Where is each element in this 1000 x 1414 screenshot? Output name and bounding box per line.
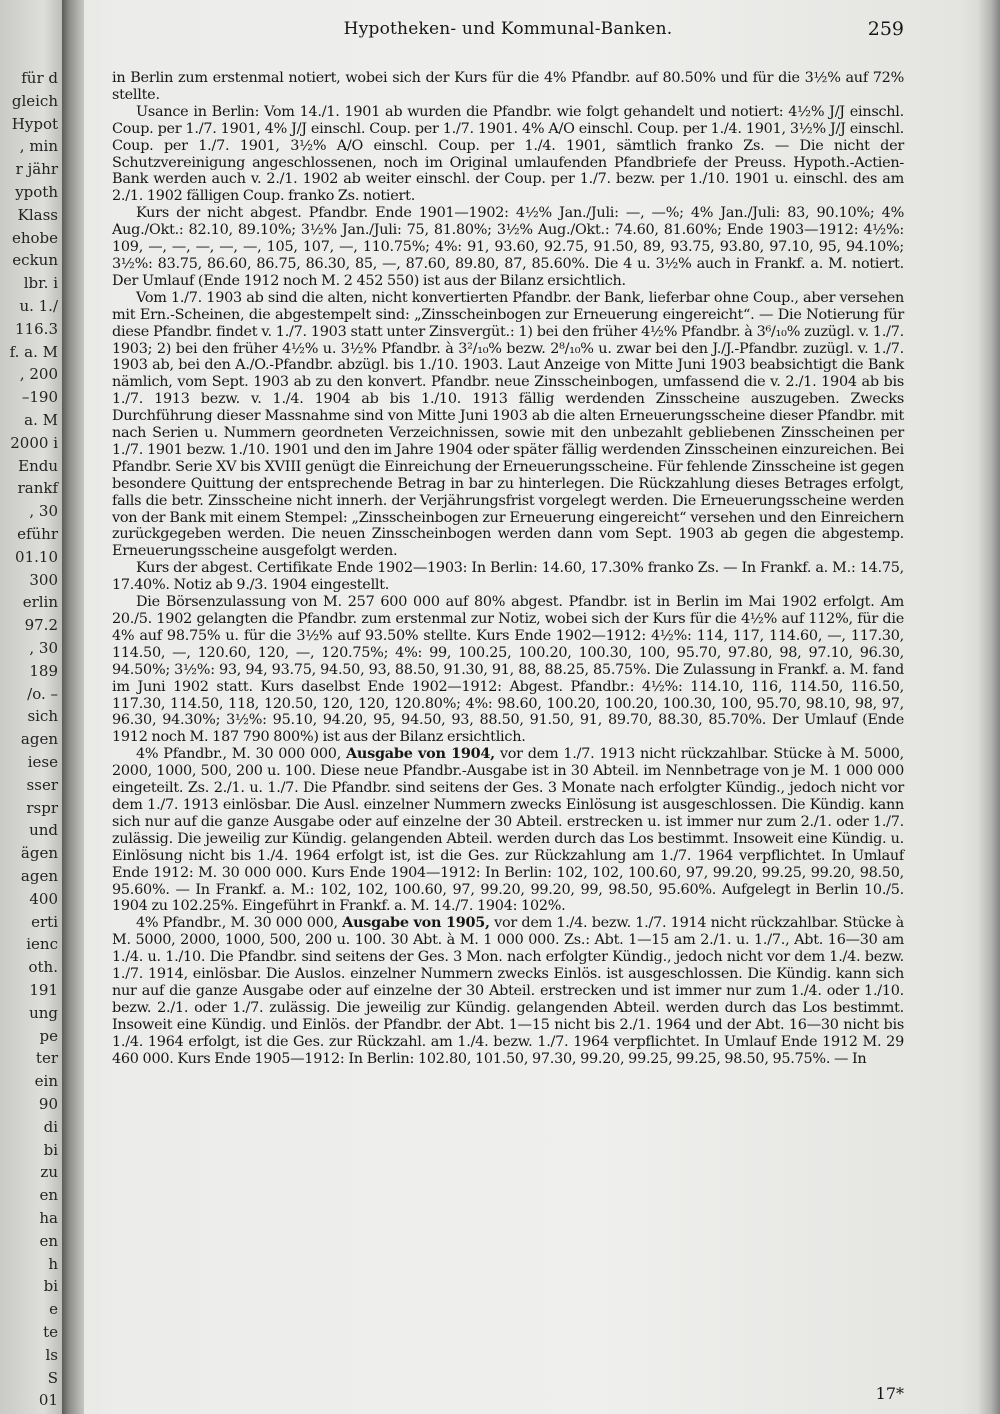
fragment-line: 90 [38,1095,58,1113]
paragraph-7-lead: 4% Pfandbr., M. 30 000 000, [136,746,347,763]
fragment-line: rspr [26,798,58,817]
fragment-line: für d [21,69,58,87]
fragment-line: e [49,1300,58,1319]
sheet-signature: 17* [875,1384,904,1403]
paragraph-6: Die Börsenzulassung von M. 257 600 000 auf 80% abgest. Pfandbr. ist in Berlin im Mai 1902 erfolgt. Am 20./5. 1902 gelangten die Pfandbr. zum erstenmal zur Notiz, wobei sich der Kurs für die 4½% auf 112%, für die 4% auf 98.75% u. für die 3½% auf 93.50% stellte. Kurs Ende 1902—1912: 4½%: 114, 117, 114.60, —, 117.30, 114.50, —, 120.60, 120, —, 120.75%; 4%: 99, 100.25, 100.20, 100.30, 100, 95.70, 97.80, 98, 97.10, 96.30, 94.50%; 3½%: 93, 94, 93.75, 94.50, 93, 88.50, 91.30, 91, 88, 88.25, 85.75%. Die Zulassung in Frankf. a. M. fand im Juni 1902 statt. Kurs daselbst Ende 1902—1912: Abgest. Pfandbr.: 4½%: 114.10, 116, 114.50, 116.50, 117.30, 114.50, 118, 120.50, 120, 120, 120.80%; 4%: 98.60, 100.20, 100.20, 100.30, 100, 95.70, 98.10, 98, 97, 96.30, 94.30%; 3½%: 95.10, 94.20, 95, 94.50, 93, 88.50, 91.50, 91, 89.70, 88.30, 85.70%. Der Umlauf (Ende 1912 noch M. 187 790 800%) ist aus der Bilanz ersichtlich. [112,594,904,746]
fragment-line: zu [40,1163,58,1182]
fragment-line: oth. [28,958,58,977]
fragment-line: , 30 [29,639,58,657]
fragment-line: f. a. M [9,342,58,361]
fragment-line: pe [39,1026,58,1045]
fragment-line: agen [20,867,58,885]
fragment-line: ypoth [15,183,58,201]
fragment-line: en [39,1231,58,1250]
fragment-line: Endu [18,456,58,475]
fragment-line: ein [34,1072,58,1091]
paragraph-7-bold: Ausgabe von 1904, [346,745,495,763]
header-title: Hypotheken- und Kommunal-Banken. [343,19,673,39]
fragment-line: , min [19,137,58,156]
fragment-line: ienc [26,935,58,954]
book-gutter [62,0,84,1414]
fragment-line: ls [45,1345,58,1364]
paragraph-3: Kurs der nicht abgest. Pfandbr. Ende 1901—1902: 4½% Jan./Juli: —, —%; 4% Jan./Juli: 83, 90.10%; 4% Aug./Okt.: 82.10, 89.10%; 3½% Jan./Juli: 75, 81.80%; 3½% Aug./Okt.: 74.60, 81.60%; Ende 1903—1912: 4½%: 109, —, —, —, —, —, 105, 107, —, 110.75%; 4%: 91, 93.60, 92.75, 91.50, 89, 93.75, 93.80, 97.10, 95, 94.10%; 3½%: 83.75, 86.60, 86.75, 86.30, 85, —, 87.60, 89.80, 87, 85.60%. Die 4 u. 3½% auch in Frankf. a. M. notiert. Der Umlauf (Ende 1912 noch M. 2 452 550) ist aus der Bilanz ersichtlich. [112,205,904,289]
paragraph-4: Vom 1./7. 1903 ab sind die alten, nicht konvertierten Pfandbr. der Bank, lieferbar ohne Coup., aber versehen mit Ern.-Scheinen, die abgestempelt sind: „Zinsscheinbogen zur Erneuerung eingereicht“. — Die Notierung für diese Pfandbr. findet v. 1./7. 1903 statt unter Zinsvergüt.: 1) bei den früher 4½% Pfandbr. à 3⁶/₁₀% zuzügl. v. 1./7. 1903; 2) bei den früher 4½% u. 3½% Pfandbr. à 3²/₁₀% bezw. 2⁸/₁₀% u. zwar bei den J./J.-Pfandbr. zuzügl. v. 1./7. 1903 ab, bei den A./O.-Pfandbr. abzügl. bis 1./10. 1903. Laut Anzeige von Mitte Juni 1903 beabsichtigt die Bank nämlich, vom Sept. 1903 ab zu den konvert. Pfandbr. neue Zinsscheinbogen, umfassend die v. 2./1. 1904 ab bis 1./7. 1913 bezw. v. 1./4. 1904 ab bis 1./10. 1913 fällig werdenden Zinsscheine auszugeben. Zwecks Durchführung dieser Massnahme sind von Mitte Juni 1903 ab die alten Erneuerungsscheine dieser Pfandbr. mit nach Serien u. Nummern geordneten Verzeichnissen, sowie mit den unbezahlt gebliebenen Zinsscheinen per 1./7. 1901 bezw. 1./10. 1901 und den im Jahre 1904 oder später fällig werdenden Zinsscheinen einzureichen. Bei Pfandbr. Serie XV bis XVIII genügt die Einreichung der Erneuerungsscheine. Für fehlende Zinsscheine ist gegen besondere Quittung der entsprechende Betrag in bar zu hinterlegen. Die Rückzahlung dieses Betrages erfolgt, falls die betr. Zinsscheine nicht innerh. der Verjährungsfrist vorgelegt werden. Die Erneuerungsscheine werden von der Bank mit einem Stempel: „Zinsscheinbogen zur Erneuerung eingereicht“ versehen und den Einreichern zurückgegeben werden. Die neuen Zinsscheinbogen werden dann vom Sept. 1903 ab gegen die abgestemp. Erneuerungsscheine ausgefolgt werden. [112,289,904,560]
fragment-line: a. M [24,411,58,429]
paragraph-8 [112,915,904,1067]
fragment-line: gleich [11,91,58,110]
fragment-line: r jähr [15,160,58,179]
paragraph-8-rest: vor dem 1./4. bezw. 1./7. 1914 nicht rückzahlbar. Stücke à M. 5000, 2000, 1000, 500, 200 u. 100. 30 Abt. à M. 1 000 000. Zs.: Abt. 1—15 am 2./1. u. 1./7., Abt. 16—30 am 1./4. u. 1./10. Die Pfandbr. sind seitens der Ges. 3 Mon. nach erfolgter Kündig., jedoch nicht vor dem 1./4. bezw. 1./7. 1914, einlösbar. Die Auslos. einzelner Nummern zwecks Einlös. ist ausgeschlossen. Die Kündig. kann sich nur auf die ganze Ausgabe oder auf einzelne der 30 Abteil. erstrecken und ist immer nur zum 1./4. oder 1./10. bezw. 2./1. oder 1./7. zulässig. Die jeweilig zur Kündig. gelangenden Abteil. werden durch das Los bestimmt. Insoweit eine Kündig. und Einlös. der Pfandbr. der Abt. 1—15 nicht bis 2./1. 1964 und der Abt. 16—30 nicht bis 1./4. 1964 erfolgt, ist die Ges. zur Rückzahl. am 1./4. bezw. 1./7. 1964 verpflichtet. In Umlauf Ende 1912 M. 29 460 000. Kurs Ende 1905—1912: In Berlin: 102.80, 101.50, 97.30, 99.20, 99.25, 99.25, 98.50, 95.75%. — In [112,915,904,1067]
fragment-line: 189 [29,661,58,680]
fragment-line: en [39,1186,58,1205]
fragment-line: ter [35,1049,58,1068]
fragment-line: lbr. i [23,274,58,293]
fragment-line: 01 [38,1391,58,1410]
paragraph-1: in Berlin zum erstenmal notiert, wobei sich der Kurs für die 4% Pfandbr. auf 80.50% und für die 3½% auf 72% stellte. [112,70,904,103]
fragment-line: eckun [12,251,58,270]
fragment-line: h [48,1254,58,1273]
fragment-line: ehobe [11,228,58,247]
fragment-line: und [29,821,58,840]
running-header [112,14,904,46]
paragraph-2: Usance in Berlin: Vom 14./1. 1901 ab wurden die Pfandbr. wie folgt gehandelt und notiert: 4½% J/J einschl. Coup. per 1./7. 1901, 4% J/J einschl. Coup. per 1./7. 1901. 4% A/O einschl. Coup. per 1./4. 1901, 3½% J/J einschl. Coup. per 1./7. 1901, 3½% A/O einschl. Coup. per 1./4. 1901, sämtlich franko Zs. — Die nicht der Schutzvereinigung angeschlossenen, noch im Original umlaufenden Pfandbriefe der Preuss. Hypoth.-Actien-Bank werden auch v. 2./1. 1902 ab weiter einschl. der Coup. per 1./7. bezw. per 1./10. 1901 u. einschl. des am 2./1. 1902 fälligen Coup. franko Zs. notiert. [112,103,904,205]
paragraph-8-bold: Ausgabe von 1905, [342,914,490,932]
fragment-line: bi [43,1277,58,1296]
fragment-line: ung [29,1003,58,1022]
fragment-line: 2000 i [10,433,58,452]
fragment-line: 400 [29,889,58,908]
fragment-line: , 30 [29,502,58,521]
fragment-line: /o. – [27,684,58,703]
fragment-line: sser [26,775,58,794]
fragment-line: iese [27,753,58,771]
fragment-line: u. 1./ [19,297,58,315]
fragment-line: 01.10 [15,547,58,566]
fragment-line: Klass [17,205,58,224]
fragment-line: eführ [17,525,58,543]
fragment-line: , 200 [19,365,58,384]
fragment-line: ägen [20,844,58,863]
page-edge-shadow [978,0,1000,1414]
page [112,14,904,1403]
fragment-line: Hypot [11,114,58,133]
fragment-line: erlin [22,593,58,612]
fragment-line: 97.2 [24,616,58,635]
fragment-line: 300 [29,570,58,589]
paragraph-8-lead: 4% Pfandbr., M. 30 000 000, [136,915,343,932]
fragment-line: erti [31,912,58,931]
fragment-line: te [43,1323,58,1341]
paragraph-5: Kurs der abgest. Certifikate Ende 1902—1903: In Berlin: 14.60, 17.30% franko Zs. — In Frankf. a. M.: 14.75, 17.40%. Notiz ab 9./3. 1904 eingestellt. [112,560,904,594]
fragment-line: agen [20,730,58,749]
paragraph-7-rest: vor dem 1./7. 1913 nicht rückzahlbar. Stücke à M. 5000, 2000, 1000, 500, 200 u. 100. Diese neue Pfandbr.-Ausgabe ist in 30 Abteil. im Nennbetrage von je M. 1 000 000 eingeteilt. Zs. 2./1. u. 1./7. Die Pfandbr. sind seitens der Ges. 3 Monate nach erfolgter Kündig., jedoch nicht vor dem 1./7. 1913 einlösbar. Die Ausl. einzelner Nummern zwecks Einlösung ist ausgeschlossen. Die Kündig. kann sich nur auf die ganze Ausgabe oder auf einzelne der 30 Abteil. erstrecken u. ist immer nur zum 2./1. oder 1./7. zulässig. Die jeweilig zur Kündig. gelangenden Abteil. werden durch das Los bestimmt. Insoweit eine Kündig. u. Einlösung nicht bis 1./4. 1964 erfolgt ist, ist die Ges. zur Rückzahlung am 1./7. 1964 verpflichtet. In Umlauf Ende 1912: M. 30 000 000. Kurs Ende 1904—1912: In Berlin: 102, 102, 100.60, 97, 99.20, 99.25, 99.20, 98.50, 95.60%. — In Frankf. a. M.: 102, 102, 100.60, 97, 99.20, 99.20, 99, 98.50, 95.60%. Aufgelegt in Berlin 10./5. 1904 zu 102.25%. Eingeführt in Frankf. a. M. 14./7. 1904: 102%. [112,746,904,915]
fragment-line: bi [43,1140,58,1159]
fragment-line: 116.3 [15,319,58,338]
fragment-line: ha [39,1209,58,1227]
fragment-line: S [47,1368,58,1387]
page-number: 259 [867,18,904,40]
fragment-line: –190 [21,388,58,407]
fragment-line: rankf [17,479,58,498]
previous-page-fragment [0,0,62,1414]
fragment-line: sich [27,707,58,726]
fragment-line: di [43,1117,58,1136]
fragment-line: 191 [29,981,58,999]
document-body [112,70,904,1067]
paragraph-7 [112,746,904,915]
